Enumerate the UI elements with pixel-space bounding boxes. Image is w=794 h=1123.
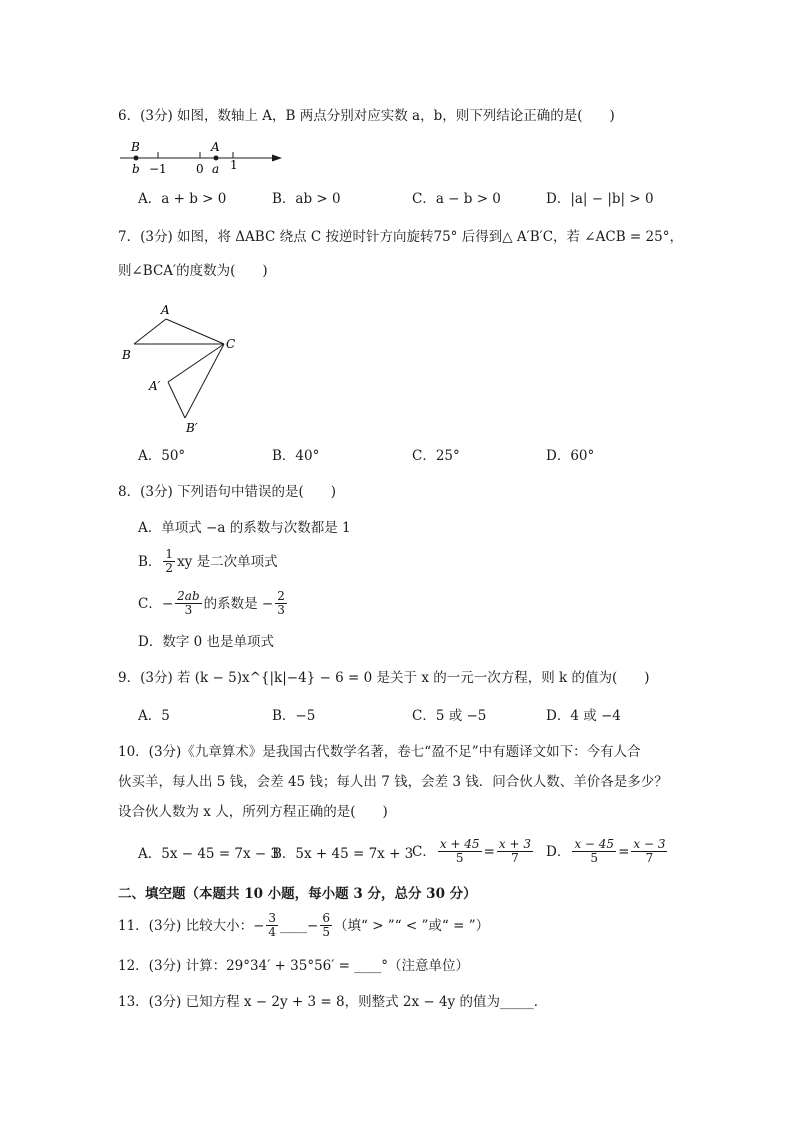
q6-option-a[interactable]: A．a + b > 0 xyxy=(138,191,227,207)
label-zero: 0 xyxy=(196,162,204,176)
q6-stem: 6．(3分) 如图，数轴上 A，B 两点分别对应实数 a，b，则下列结论正确的是( ) xyxy=(118,108,615,124)
label-a: a xyxy=(212,162,220,176)
vertex-B: B xyxy=(122,348,131,362)
q8-option-c[interactable]: C．− $\frac{2ab}{3}$ 的系数是 − $\frac{2}{3}$ xyxy=(138,589,285,617)
q10-option-b[interactable]: B．5x + 45 = 7x + 3 xyxy=(272,846,414,862)
q9-option-c[interactable]: C．5 或 −5 xyxy=(412,708,487,724)
q6-option-c[interactable]: C．a − b > 0 xyxy=(412,191,501,207)
q12-stem: 12．(3分) 计算：29°34′ + 35°56′ = ____°（注意单位） xyxy=(118,958,469,974)
q9-option-d[interactable]: D．4 或 −4 xyxy=(546,708,621,724)
vertex-B-prime: B′ xyxy=(186,421,198,435)
vertex-A-prime: A′ xyxy=(149,379,161,393)
q7-option-d[interactable]: D．60° xyxy=(546,448,595,464)
label-b: b xyxy=(132,162,140,176)
q10-stem-line2: 伙买羊，每人出 5 钱，会差 45 钱；每人出 7 钱，会差 3 钱．问合伙人数、羊价各是多少？ xyxy=(118,774,668,790)
q9-option-a[interactable]: A．5 xyxy=(138,708,170,724)
triangle-rotation-figure xyxy=(118,298,248,436)
label-A: A xyxy=(211,140,220,154)
q8-option-d[interactable]: D．数字 0 也是单项式 xyxy=(138,634,274,650)
q7-option-b[interactable]: B．40° xyxy=(272,448,320,464)
q8-option-b[interactable]: B． $\frac{1}{2}$ xy 是二次单项式 xyxy=(138,547,278,575)
q6-option-b[interactable]: B．ab > 0 xyxy=(272,191,341,207)
label-one: 1 xyxy=(230,158,238,172)
q9-stem: 9．(3分) 若 (k − 5)x^{|k|−4} − 6 = 0 是关于 x 的一元一次方程，则 k 的值为( ) xyxy=(118,670,650,686)
q8-stem: 8．(3分) 下列语句中错误的是( ) xyxy=(118,484,337,500)
q8-option-a[interactable]: A．单项式 −a 的系数与次数都是 1 xyxy=(138,520,351,536)
label-B: B xyxy=(131,140,140,154)
q7-stem-line1: 7．(3分) 如图，将 ΔABC 绕点 C 按逆时针方向旋转75° 后得到△ A′B′C，若 ∠ACB = 25°， xyxy=(118,229,683,245)
point-b xyxy=(134,156,139,161)
q10-option-d[interactable]: D． $\frac{x - 45}{5}$ = $\frac{x - 3}{7}$ xyxy=(546,837,666,865)
fraction-2ab-over-3: $\frac{2ab}{3}$ xyxy=(177,589,200,617)
q9-option-b[interactable]: B．−5 xyxy=(272,708,316,724)
point-a xyxy=(214,156,219,161)
label-minus1: −1 xyxy=(149,162,167,176)
q10-stem-line1: 10．(3分)《九章算术》是我国古代数学名著，卷七“盈不足”中有题译文如下：今有人合 xyxy=(118,744,641,760)
q10-option-a[interactable]: A．5x − 45 = 7x − 3 xyxy=(138,846,280,862)
number-line-figure xyxy=(118,138,288,178)
q10-option-c[interactable]: C． $\frac{x + 45}{5}$ = $\frac{x + 3}{7}$ xyxy=(412,837,531,865)
q6-option-d[interactable]: D．|a| − |b| > 0 xyxy=(546,191,654,207)
q7-option-a[interactable]: A．50° xyxy=(138,448,186,464)
fraction-two-thirds: $\frac{2}{3}$ xyxy=(277,589,285,617)
q11-stem: 11．(3分) 比较大小：− $\frac{3}{4}$ ____− $\frac{6}{5}$ （填“ > ”“ < ”或“ = ”） xyxy=(118,911,490,939)
number-line-arrow xyxy=(272,155,282,162)
section-2-heading: 二、填空题（本题共 10 小题，每小题 3 分，总分 30 分） xyxy=(118,886,477,902)
q7-option-c[interactable]: C．25° xyxy=(412,448,460,464)
vertex-C: C xyxy=(226,337,236,351)
fraction-one-half: $\frac{1}{2}$ xyxy=(165,547,174,575)
q7-stem-line2: 则∠BCA′的度数为( ) xyxy=(118,263,268,279)
q13-stem: 13．(3分) 已知方程 x − 2y + 3 = 8，则整式 2x − 4y 的值为_____． xyxy=(118,994,548,1010)
vertex-A: A xyxy=(161,303,170,317)
q10-stem-line3: 设合伙人数为 x 人，所列方程正确的是( ) xyxy=(118,804,388,820)
